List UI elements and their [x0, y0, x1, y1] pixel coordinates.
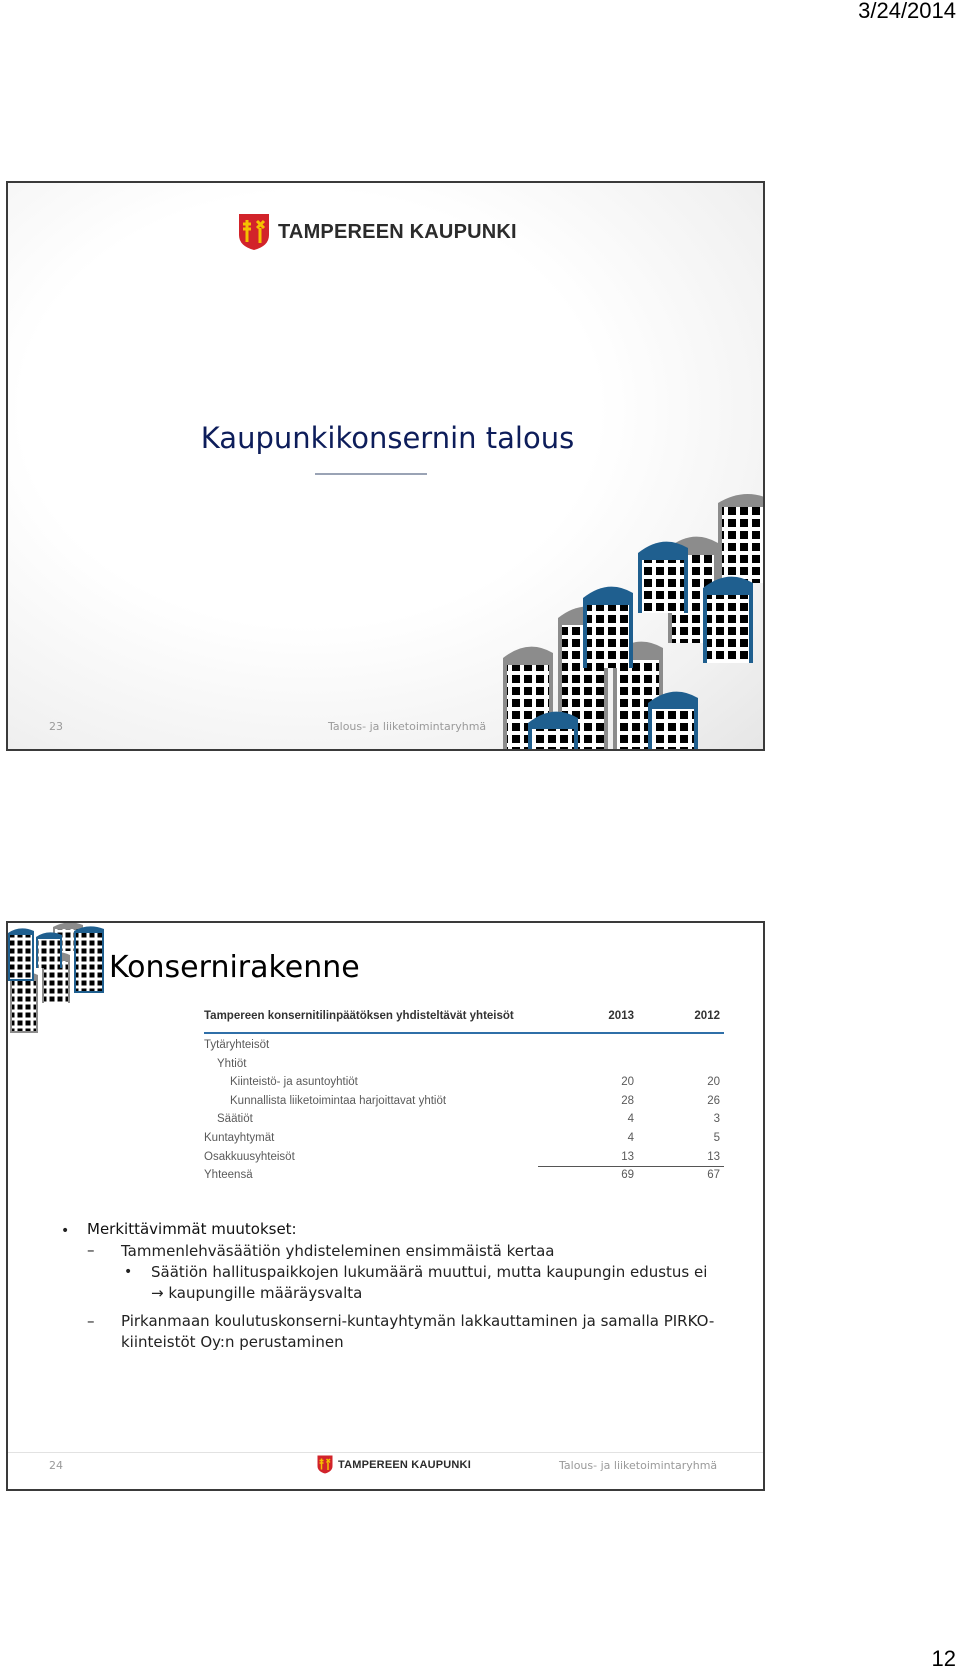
table-row	[204, 1148, 724, 1167]
logo-text: TAMPEREEN KAUPUNKI	[278, 220, 517, 243]
row-2013: 4	[627, 1131, 634, 1144]
tampere-coat-of-arms-icon	[238, 213, 270, 251]
slide-footer-text: Talous- ja liiketoimintaryhmä	[328, 720, 487, 733]
slide-title: Konsernirakenne	[109, 950, 360, 985]
row-label: Yhtiöt	[217, 1057, 247, 1070]
row-2012: 13	[707, 1150, 720, 1163]
row-2013: 69	[621, 1169, 634, 1182]
logo-text: TAMPEREEN KAUPUNKI	[338, 1458, 471, 1471]
footer-divider	[8, 1452, 765, 1453]
changes-heading: Merkittävimmät muutokset:	[87, 1220, 297, 1238]
row-2013: 20	[621, 1076, 634, 1089]
table-row	[204, 1129, 724, 1148]
row-label: Säätiöt	[217, 1113, 253, 1126]
change-item-1-sub: Säätiön hallituspaikkojen lukumäärä muuttui, mutta kaupungin edustus ei → kaupungille määräysvalta	[151, 1263, 708, 1302]
table-row	[204, 1092, 724, 1111]
slide-number: 24	[49, 1459, 63, 1472]
row-2012: 3	[713, 1113, 720, 1126]
tampere-logo	[238, 213, 517, 251]
row-2012: 5	[713, 1131, 720, 1144]
row-2013: 4	[627, 1113, 634, 1126]
dash-icon: –	[87, 1241, 95, 1259]
table-row	[204, 1055, 724, 1074]
slide-number: 23	[49, 720, 63, 733]
dash-icon: –	[87, 1312, 95, 1330]
bullet-dot-icon: •	[61, 1223, 70, 1239]
title-divider	[315, 473, 427, 475]
row-2012: 26	[707, 1094, 720, 1107]
row-label: Tytäryhteisöt	[204, 1039, 270, 1051]
table-header-2012: 2012	[694, 1010, 720, 1022]
building-pattern-graphic	[498, 493, 765, 751]
table-header-2013: 2013	[608, 1010, 634, 1022]
page-date: 3/24/2014	[858, 0, 956, 23]
table-row	[204, 1110, 724, 1129]
row-label: Osakkuusyhteisöt	[204, 1150, 295, 1163]
row-2013: 28	[621, 1094, 634, 1107]
table-header	[204, 1010, 724, 1034]
slide-title: Kaupunkikonsernin talous	[200, 421, 575, 455]
row-2012: 20	[707, 1076, 720, 1089]
tampere-coat-of-arms-icon	[317, 1455, 333, 1474]
row-label: Kuntayhtymät	[204, 1131, 275, 1144]
slide-23	[6, 181, 765, 751]
change-item-1: Tammenlehväsäätiön yhdisteleminen ensimmäistä kertaa	[121, 1242, 555, 1260]
table-row	[204, 1073, 724, 1092]
row-2013: 13	[621, 1150, 634, 1163]
change-item-2: Pirkanmaan koulutuskonserni-kuntayhtymän lakkauttaminen ja samalla PIRKO-kiinteistöt Oy:n perustaminen	[121, 1312, 715, 1351]
row-label: Yhteensä	[204, 1169, 253, 1182]
row-2012: 67	[707, 1169, 720, 1182]
slide-24	[6, 921, 765, 1491]
table-header-label: Tampereen konsernitilinpäätöksen yhdisteltävät yhteisöt	[204, 1010, 514, 1022]
building-pattern-corner-graphic	[8, 923, 113, 1033]
table-row	[204, 1036, 724, 1055]
bullet-dot-icon: •	[124, 1264, 133, 1280]
table-row-total	[204, 1166, 724, 1185]
page-number: 12	[931, 1646, 956, 1671]
slide-footer-text: Talous- ja liiketoimintaryhmä	[559, 1459, 718, 1472]
entities-table	[204, 1010, 724, 1185]
row-label: Kunnallista liiketoimintaa harjoittavat yhtiöt	[230, 1094, 447, 1107]
row-label: Kiinteistö- ja asuntoyhtiöt	[230, 1076, 358, 1089]
tampere-logo-small	[317, 1455, 471, 1474]
